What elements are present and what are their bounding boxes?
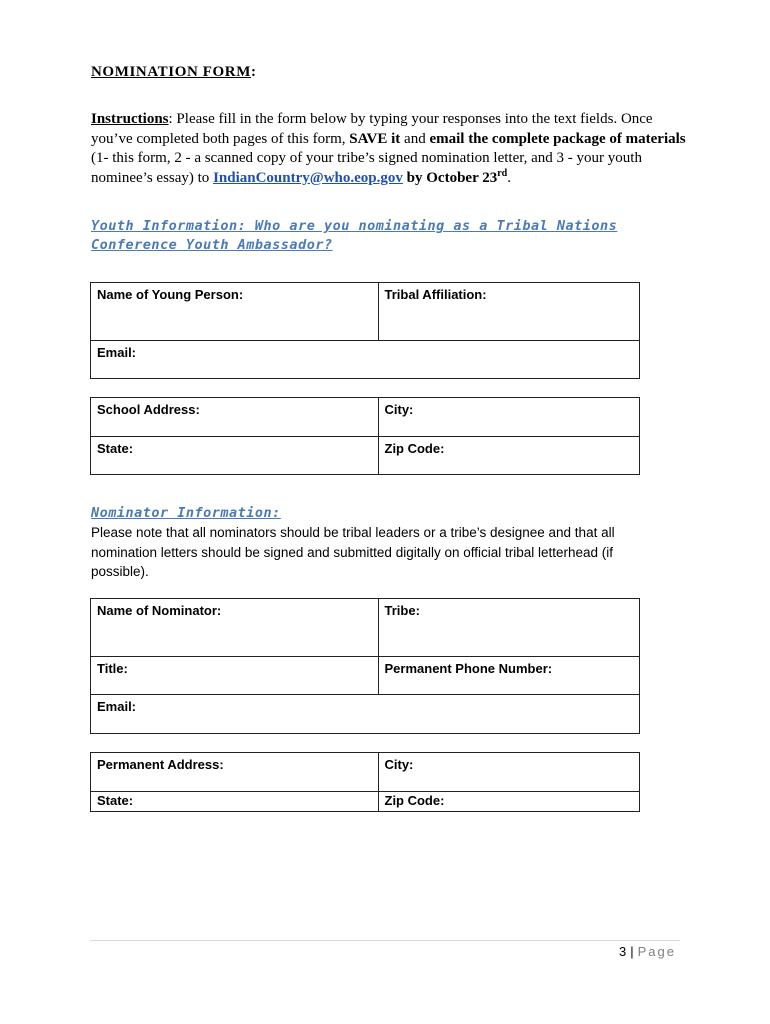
youth-zip-field[interactable]: Zip Code: xyxy=(378,437,640,475)
email-package-instruction: email the complete package of materials xyxy=(429,130,686,147)
youth-section-heading: Youth Information: Who are you nominating as a Tribal Nations Conference Youth Ambassador? xyxy=(91,218,618,253)
nominator-city-field[interactable]: City: xyxy=(378,753,640,792)
email-link[interactable]: IndianCountry@who.eop.gov xyxy=(213,169,403,186)
nominator-state-field[interactable]: State: xyxy=(91,792,379,812)
youth-state-field[interactable]: State: xyxy=(91,437,379,475)
young-person-name-field[interactable]: Name of Young Person: xyxy=(91,283,379,341)
instructions-paragraph: Instructions: Please fill in the form below by typing your responses into the text fields. Once you’ve completed both pages of this form, SAVE it and email the complete package of materials (1- this form, 2 - a scanned copy of your tribe’s signed nomination letter, and 3 - your youth nominee’s essay) to IndianCountry@who.eop.gov by October 23rd. xyxy=(91,111,686,186)
school-address-field[interactable]: School Address: xyxy=(91,398,379,437)
youth-address-table xyxy=(90,397,640,475)
footer-separator: | xyxy=(630,944,634,959)
youth-info-table xyxy=(90,282,640,379)
page-number: 3 xyxy=(619,944,627,959)
nominator-email-field[interactable]: Email: xyxy=(91,695,640,734)
youth-email-field[interactable]: Email: xyxy=(91,341,640,379)
save-instruction: SAVE it xyxy=(349,130,401,147)
youth-city-field[interactable]: City: xyxy=(378,398,640,437)
deadline: by October 23rd xyxy=(402,167,508,186)
page-title-text: NOMINATION FORM xyxy=(91,64,251,80)
footer-divider xyxy=(90,940,680,941)
nominator-info-table xyxy=(90,598,640,734)
nominator-section-heading: Nominator Information: xyxy=(91,505,281,521)
nominator-name-field[interactable]: Name of Nominator: xyxy=(91,599,379,657)
tribal-affiliation-field[interactable]: Tribal Affiliation: xyxy=(378,283,640,341)
permanent-address-field[interactable]: Permanent Address: xyxy=(91,753,379,792)
phone-number-field[interactable]: Permanent Phone Number: xyxy=(378,657,640,695)
page-footer xyxy=(619,944,676,959)
instructions-label: Instructions xyxy=(91,111,169,127)
tribe-field[interactable]: Tribe: xyxy=(378,599,640,657)
nominator-address-table xyxy=(90,752,640,812)
page-label: Page xyxy=(637,944,676,959)
page-title: NOMINATION FORM: xyxy=(91,64,257,80)
nominator-zip-field[interactable]: Zip Code: xyxy=(378,792,640,812)
nominator-note: Please note that all nominators should be tribal leaders or a tribe’s designee and that all nomination letters should be signed and submitted digitally on official tribal letterhead (if possible). xyxy=(91,525,615,579)
nominator-title-field[interactable]: Title: xyxy=(91,657,379,695)
